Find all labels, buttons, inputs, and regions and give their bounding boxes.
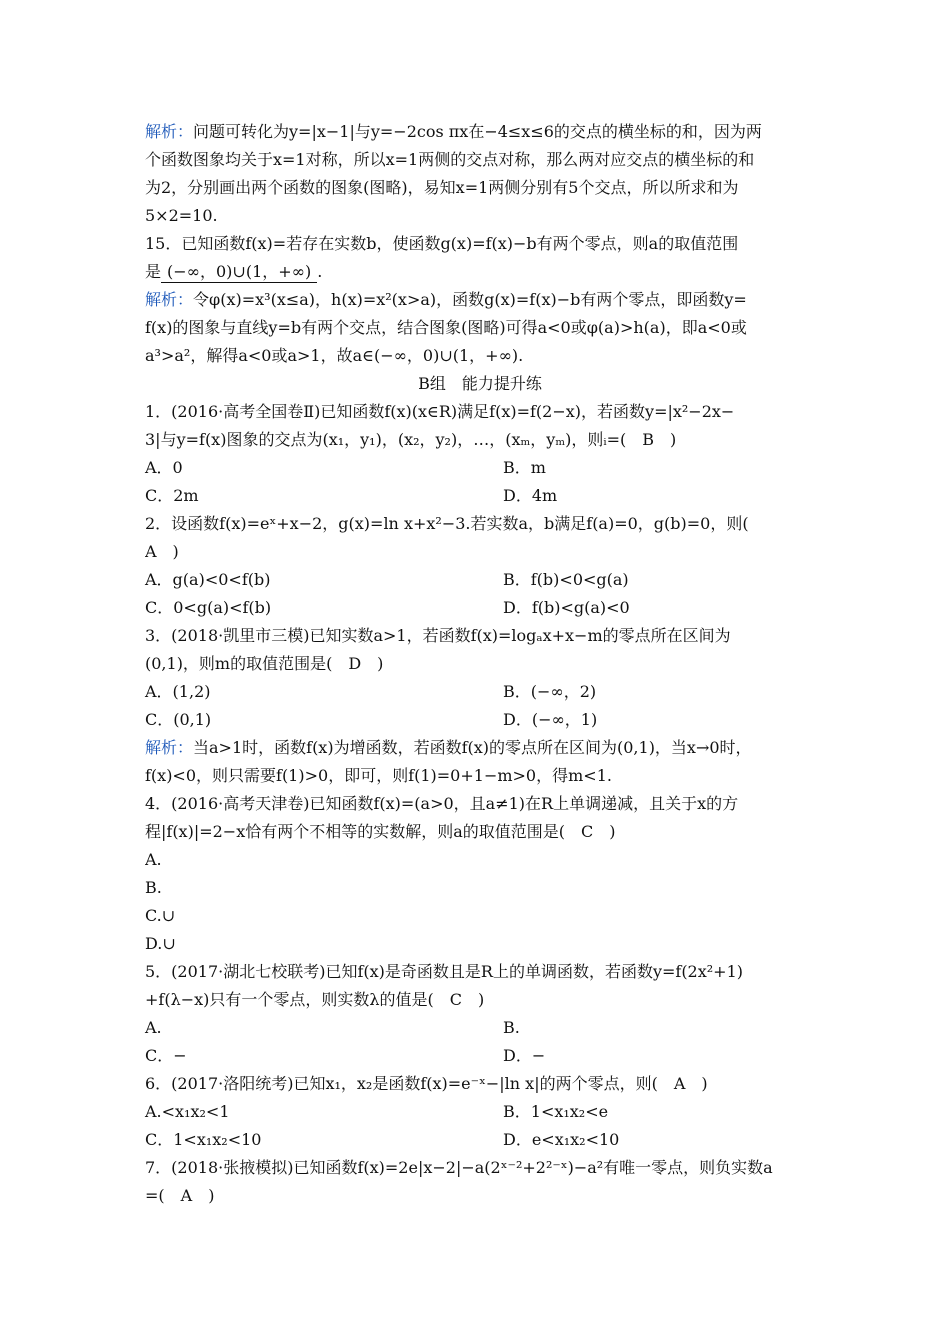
q4-option-d: D.∪ <box>145 934 176 953</box>
q3-option-a: A．(1,2) <box>145 682 211 701</box>
q5-option-b: B. <box>503 1018 520 1037</box>
q5-option-c: C．− <box>145 1046 187 1065</box>
question-15-prefix: 是 <box>145 262 162 281</box>
question-15-suffix: . <box>317 262 323 281</box>
q1-option-d: D．4m <box>503 486 558 505</box>
q4-option-b: B. <box>145 878 162 897</box>
q5-option-d: D．− <box>503 1046 546 1065</box>
question-4-line-1: 4．(2016·高考天津卷)已知函数f(x)=(a>0，且a≠1)在R上单调递减，且关于x的方 <box>145 794 739 813</box>
section-heading: B组 能力提升练 <box>418 374 542 393</box>
question-5-line-1: 5．(2017·湖北七校联考)已知f(x)是奇函数且是R上的单调函数，若函数y=f(2x²+1) <box>145 962 744 981</box>
q3-option-b: B．(−∞，2) <box>503 682 597 701</box>
q1-option-c: C．2m <box>145 486 199 505</box>
q3-option-c: C．(0,1) <box>145 710 212 729</box>
q4-option-a: A. <box>145 850 162 869</box>
solution-label: 解析： <box>145 122 194 141</box>
question-7-line-1: 7．(2018·张掖模拟)已知函数f(x)=2e|x−2|−a(2ˣ⁻²+2²⁻ˣ)−a²有唯一零点，则负实数a <box>145 1158 773 1177</box>
solution-label: 解析： <box>145 738 194 757</box>
solution-15-text-1: 令φ(x)=x³(x≤a)，h(x)=x²(x>a)，函数g(x)=f(x)−b有两个零点，即函数y= <box>193 290 747 309</box>
solution-14-line-2: 个函数图象均关于x=1对称，所以x=1两侧的交点对称，那么两对应交点的横坐标的和 <box>145 150 755 169</box>
solution-3-text-1: 当a>1时，函数f(x)为增函数，若函数f(x)的零点所在区间为(0,1)，当x→0时， <box>193 738 752 757</box>
question-3-line-1: 3．(2018·凯里市三模)已知实数a>1，若函数f(x)=logₐx+x−m的零点所在区间为 <box>145 626 731 645</box>
q2-option-d: D．f(b)<g(a)<0 <box>503 598 630 617</box>
solution-3-line-1 <box>145 736 815 760</box>
q1-option-b: B．m <box>503 458 546 477</box>
solution-15-line-3: a³>a²，解得a<0或a>1，故a∈(−∞，0)∪(1，+∞). <box>145 346 524 365</box>
q3-option-d: D．(−∞，1) <box>503 710 598 729</box>
q6-option-b: B．1<x₁x₂<e <box>503 1102 609 1121</box>
question-3-line-2: (0,1)，则m的取值范围是( D ) <box>145 654 384 673</box>
question-15-line-2 <box>145 260 815 284</box>
question-15-line-1: 15．已知函数f(x)=若存在实数b，使函数g(x)=f(x)−b有两个零点，则a的取值范围 <box>145 234 739 253</box>
question-2-line-2: A ) <box>145 542 179 561</box>
q2-option-a: A．g(a)<0<f(b) <box>145 570 271 589</box>
q4-option-c: C.∪ <box>145 906 176 925</box>
solution-15-line-2: f(x)的图象与直线y=b有两个交点，结合图象(图略)可得a<0或φ(a)>h(a)，即a<0或 <box>145 318 747 337</box>
q2-option-c: C．0<g(a)<f(b) <box>145 598 272 617</box>
question-1-line-1: 1．(2016·高考全国卷Ⅱ)已知函数f(x)(x∈R)满足f(x)=f(2−x)，若函数y=|x²−2x− <box>145 402 735 421</box>
q6-option-a: A.<x₁x₂<1 <box>145 1102 230 1121</box>
solution-14-line-4: 5×2=10. <box>145 206 218 225</box>
solution-14-line-1 <box>145 120 815 144</box>
answer-blank: (−∞，0)∪(1，+∞) <box>161 262 317 283</box>
q2-option-b: B．f(b)<0<g(a) <box>503 570 629 589</box>
question-4-line-2: 程|f(x)|=2−x恰有两个不相等的实数解，则a的取值范围是( C ) <box>145 822 616 841</box>
question-6-line-1: 6．(2017·洛阳统考)已知x₁，x₂是函数f(x)=e⁻ˣ−|ln x|的两个零点，则( A ) <box>145 1074 708 1093</box>
q6-option-d: D．e<x₁x₂<10 <box>503 1130 620 1149</box>
solution-label: 解析： <box>145 290 194 309</box>
question-2-line-1: 2．设函数f(x)=eˣ+x−2，g(x)=ln x+x²−3.若实数a，b满足f(a)=0，g(b)=0，则( <box>145 514 749 533</box>
solution-14-text-1: 问题可转化为y=|x−1|与y=−2cos πx在−4≤x≤6的交点的横坐标的和，因为两 <box>193 122 762 141</box>
solution-3-line-2: f(x)<0，则只需要f(1)>0，即可，则f(1)=0+1−m>0，得m<1. <box>145 766 612 785</box>
question-5-line-2: +f(λ−x)只有一个零点，则实数λ的值是( C ) <box>145 990 485 1009</box>
question-1-line-2: 3|与y=f(x)图象的交点为(x₁，y₁)，(x₂，y₂)，…，(xₘ，yₘ)，则ᵢ=( B ) <box>145 430 677 449</box>
q5-option-a: A. <box>145 1018 162 1037</box>
q6-option-c: C．1<x₁x₂<10 <box>145 1130 262 1149</box>
solution-14-line-3: 为2，分别画出两个函数的图象(图略)，易知x=1两侧分别有5个交点，所以所求和为 <box>145 178 739 197</box>
question-7-line-2: =( A ) <box>145 1186 215 1205</box>
q1-option-a: A．0 <box>145 458 183 477</box>
solution-15-line-1 <box>145 288 815 312</box>
